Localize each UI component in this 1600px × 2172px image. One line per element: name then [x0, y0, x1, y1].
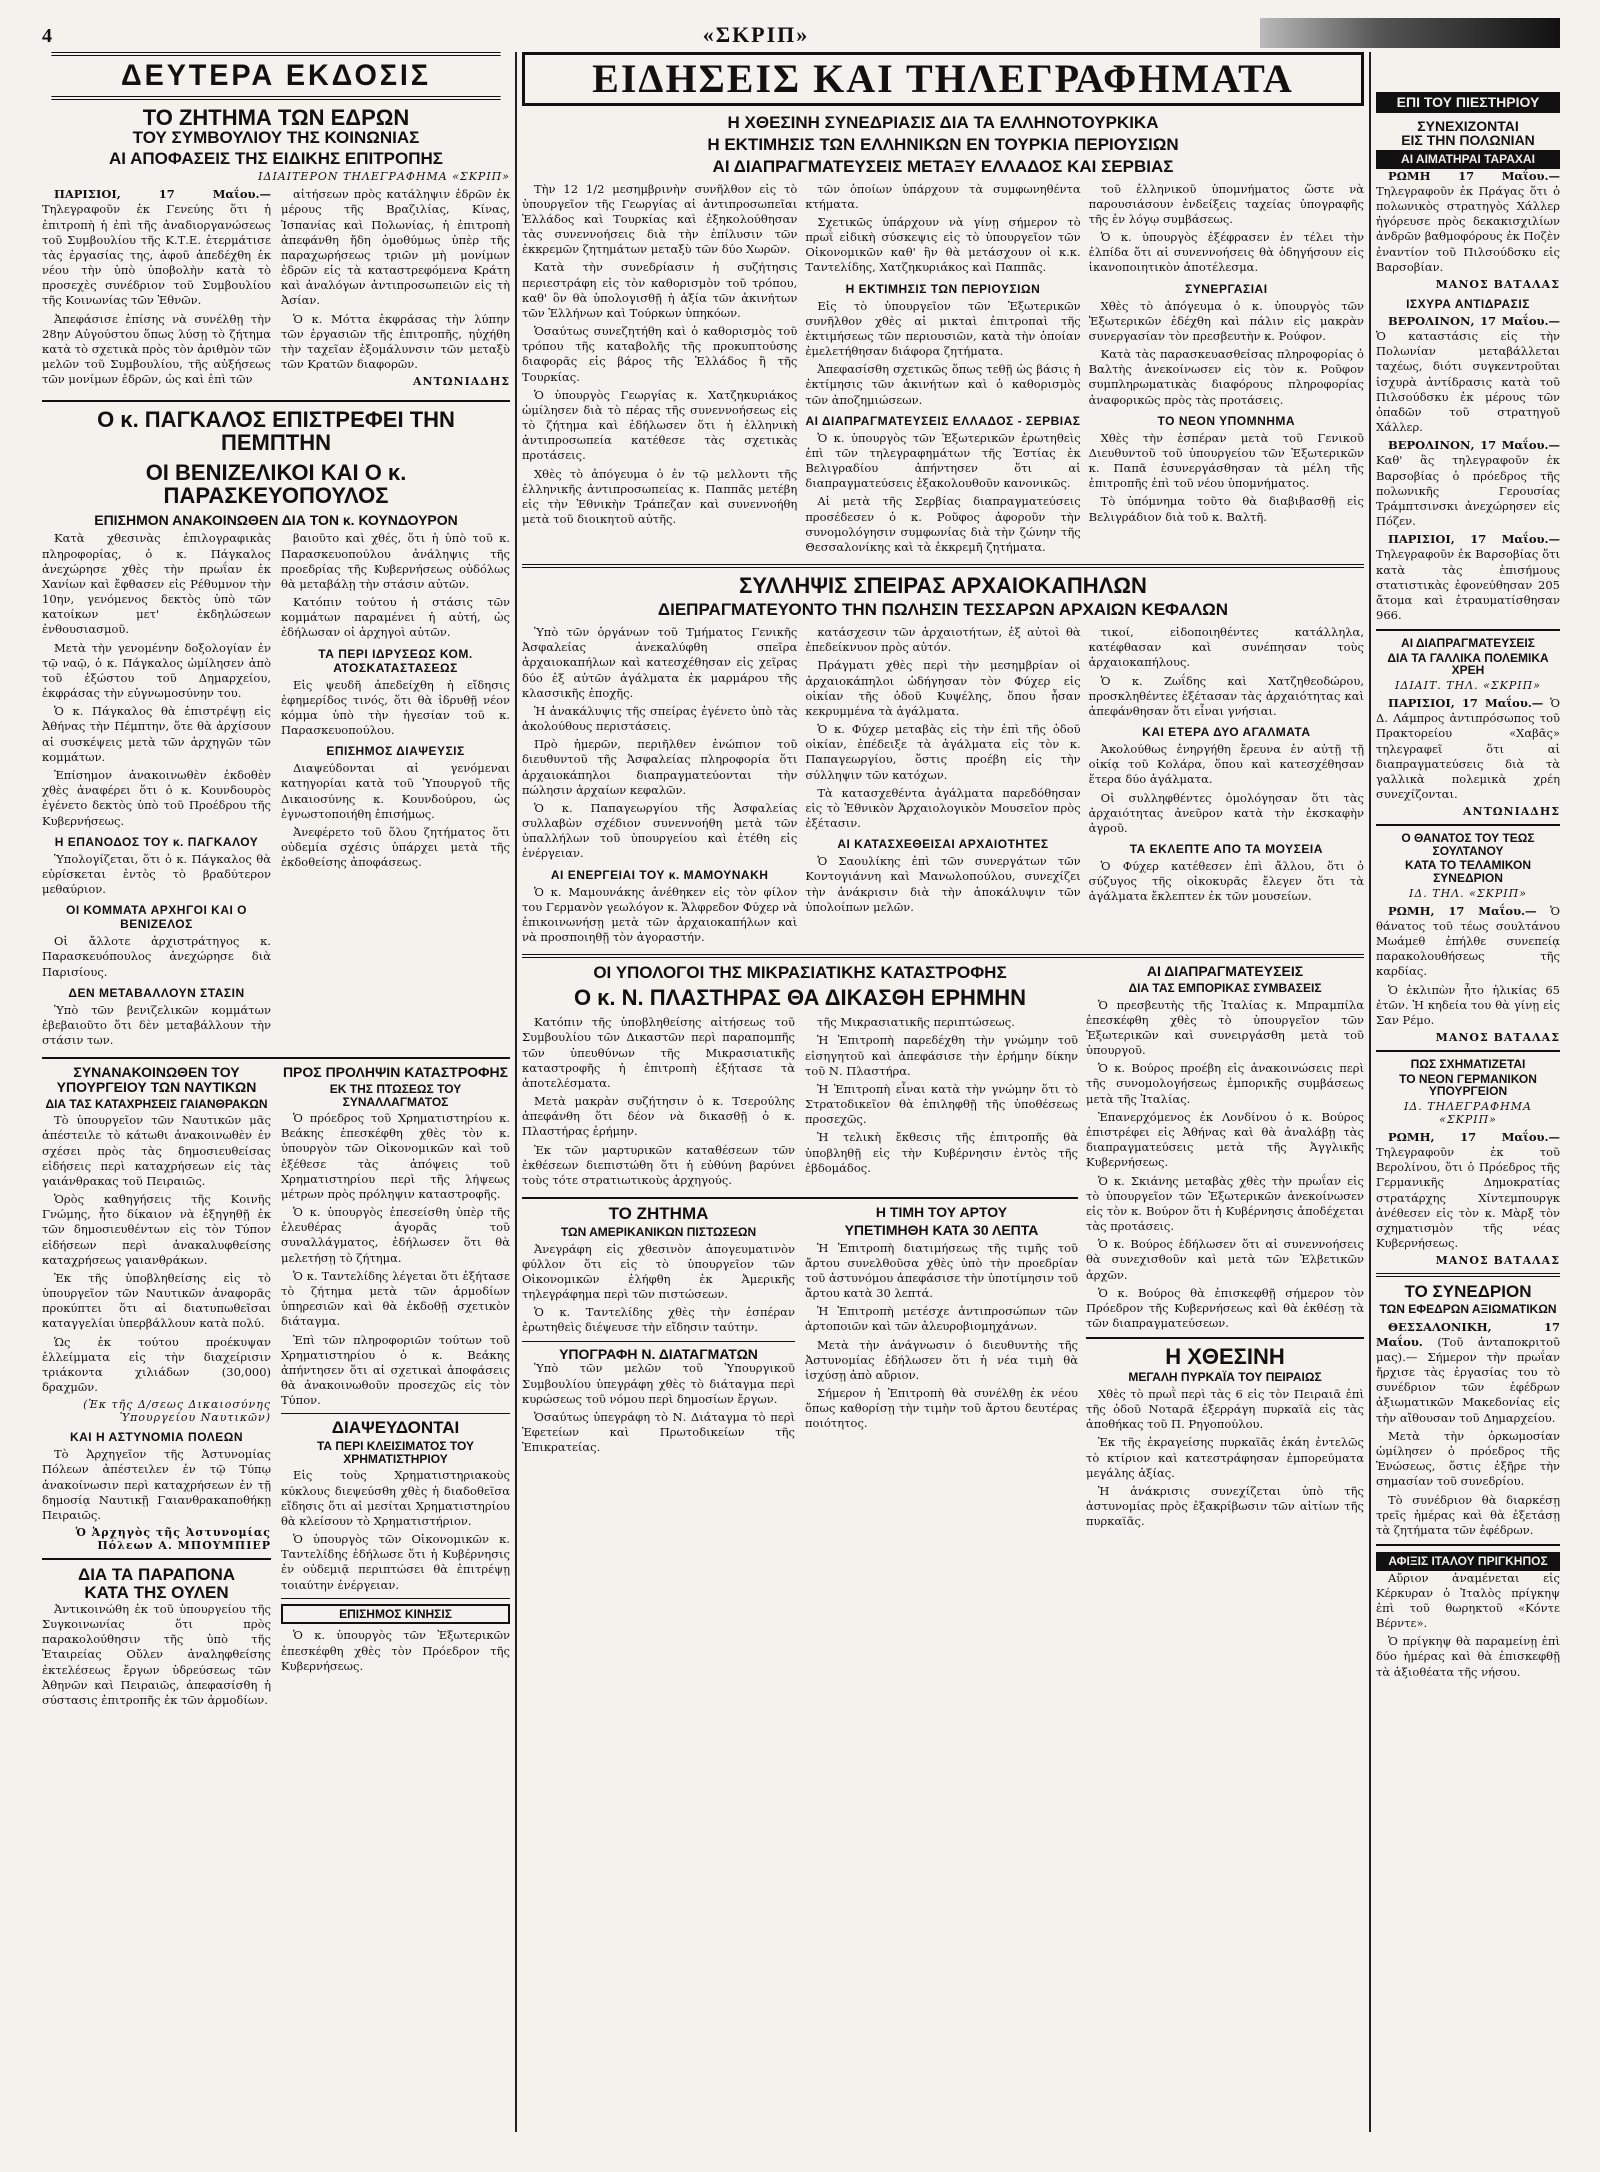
- paragraph: Ἐκ τῶν μαρτυρικῶν καταθέσεων τῶν ἐκθέσεων διεπιστώθη ὅτι ἡ εὐθύνη βαρύνει τοὺς τότε στρατιωτικοὺς ἀρχηγούς.: [522, 1142, 795, 1187]
- paragraph: Εἰς τὸ ὑπουργεῖον τῶν Ἐξωτερικῶν συνῆλθον χθὲς αἱ μικταὶ ἐπιτροπαὶ τῆς ἐκτιμήσεως τῶν περιουσιῶν, κατὰ τὴν ὁποίαν ἐμελετήθησαν διάφορα ζητήματα.: [805, 298, 1081, 359]
- paragraph-text: Ὁ θάνατος τοῦ τέως σουλτάνου Μωάμεθ ἐπήλθε συνεπείᾳ παρακολουθήσεως τῆς καρδίας.: [1376, 903, 1560, 979]
- paragraph: Ἀνεφέρετο τοῦ ὅλου ζητήματος ὅτι οὐδεμία σχέσις ὑπάρχει μετὰ τῆς ἐκδοθείσης ἀποφάσεως.: [281, 824, 510, 870]
- paragraph: Ὁσαύτως ὑπεγράφη τὸ Ν. Διάταγμα τὸ περὶ Ἐφετείων καὶ Πρωτοδικείων τῆς Ἐπικρατείας.: [522, 1409, 795, 1455]
- article-navy: [42, 1065, 271, 1711]
- paragraph: Ὁ κ. Φύχερ μεταβὰς εἰς τὴν ἐπὶ τῆς ὁδοῦ οἰκίαν, ἐπέδειξε τὰ ἀγάλματα εἰς τὸν κ. Παπαγεωργίου, ὅστις προέβη εἰς τὴν σύλληψιν τῶν κατόχων.: [805, 722, 1081, 782]
- press-section-title: ΕΠΙ ΤΟΥ ΠΙΕΣΤΗΡΙΟΥ: [1376, 92, 1560, 113]
- scan-dark-corner: [1260, 18, 1560, 48]
- column-rule: [1369, 52, 1371, 2132]
- paragraph: Κατόπιν τῆς ὑποβληθείσης αἰτήσεως τοῦ Συμβουλίου τῶν Δικαστῶν περὶ παραπομπῆς τῶν ὑπευθύνων τῆς Μικρασιατικῆς καταστροφῆς ἡ ἐπιτροπὴ ἐξήτασε τὰ ἀποτελέσματα.: [522, 1015, 795, 1090]
- paragraph: Πρὸ ἡμερῶν, περιῆλθεν ἐνώπιον τοῦ διευθυντοῦ τῆς Ἀσφαλείας πληροφορία ὅτι ἀρχαιοκάπηλοι διαπραγματεύονται τὴν πώλησιν ἀρχαίων κεφαλῶν.: [522, 737, 798, 797]
- article-subheadline: ΔΙΑ ΤΑΣ ΚΑΤΑΧΡΗΣΕΙΣ ΓΑΙΑΝΘΡΑΚΩΝ: [45, 1096, 268, 1111]
- article-reserve-officers: [1376, 1283, 1560, 1538]
- dateline: ΡΩΜΗ, 17 Μαΐου.—: [1388, 903, 1537, 918]
- article-headline: ΑΙ ΑΙΜΑΤΗΡΑΙ ΤΑΡΑΧΑΙ: [1376, 150, 1560, 169]
- divider: [522, 564, 1364, 568]
- paragraph: Ὑπὸ τῶν μελῶν τοῦ Ὑπουργικοῦ Συμβουλίου ὑπεγράφη χθὲς τὸ διάταγμα περὶ κυρώσεως τοῦ νόμου περὶ δημοσίων ἔργων.: [522, 1361, 795, 1406]
- article-headline: ΔΙΑ ΤΑ ΠΑΡΑΠΟΝΑ: [77, 1565, 236, 1585]
- paper-name: «ΣΚΡΙΠ»: [702, 22, 810, 47]
- news-banner: ΕΙΔΗΣΕΙΣ ΚΑΙ ΤΗΛΕΓΡΑΦΗΜΑΤΑ: [522, 52, 1364, 106]
- paragraph: Ὁ κ. Σκιάνης μεταβὰς χθὲς τὴν πρωΐαν εἰς τὸ ὑπουργεῖον τῶν Ἐξωτερικῶν ἀνεκοίνωσεν εἰς τὸν κ. Βούρον ὅτι ἡ Κυβέρνησις ἀποδέχεται τὰς προτάσεις.: [1086, 1173, 1364, 1234]
- article-sultan: [1376, 832, 1560, 1044]
- paragraph: Ἀκολούθως ἐνηργήθη ἔρευνα ἐν αὐτῇ τῇ οἰκίᾳ τοῦ Κολάρα, ὅπου καὶ κατεσχέθησαν ἕτερα δύο ἀγάλματα.: [1088, 742, 1364, 787]
- paragraph: Μετὰ τὴν ἀνάγνωσιν ὁ διευθυντὴς τῆς Ἀστυνομίας ἐδήλωσεν ὅτι ἡ νέα τιμὴ θὰ ἰσχύσῃ ἀπὸ αὔριον.: [805, 1337, 1078, 1382]
- article-headline: ΣΥΝΕΧΙΖΟΝΤΑΙ: [1417, 117, 1519, 134]
- page-number: 4: [42, 25, 52, 47]
- paragraph: κατάσχεσιν τῶν ἀρχαιοτήτων, ἐξ αὐτοὶ θὰ ἐπεδείκνυον πρὸς αὐτόν.: [805, 625, 1081, 655]
- article-poland: [1376, 119, 1560, 624]
- paragraph: Ὁ πρίγκηψ θὰ παραμείνῃ ἐπὶ δύο ἡμέρας καὶ θὰ ἐπισκεφθῇ τὰ ἀξιοθέατα τῆς νήσου.: [1376, 1634, 1560, 1679]
- paragraph-text: Καθ' ἃς τηλεγραφοῦν ἐκ Βαρσοβίας ὁ πρόεδρος τῆς πολωνικῆς Γερουσίας Τράμπτσινσκι ἀνεχώρησεν εἰς Πόζεν.: [1376, 453, 1560, 529]
- paragraph: [1376, 696, 1560, 802]
- section-subhead: ΤΑ ΕΚΛΕΠΤΕ ΑΠΟ ΤΑ ΜΟΥΣΕΙΑ: [1129, 842, 1323, 857]
- paragraph: Αἱ μετὰ τῆς Σερβίας διαπραγματεύσεις προσέδεσεν ὁ κ. Ροῦφος ἀφοροῦν τὴν συνομολόγησιν συμφωνίας διὰ τὴν ζώνην τῆς Θεσσαλονίκης καὶ τὰ ἐκκρεμῆ ζητήματα.: [805, 494, 1081, 554]
- article-subheadline: ΕΠΙΣΗΜΟΝ ΑΝΑΚΟΙΝΩΘΕΝ ΔΙΑ ΤΟΝ κ. ΚΟΥΝΔΟΥΡΟΝ: [94, 511, 458, 528]
- article-headline: ΑΙ ΔΙΑΠΡΑΓΜΑΤΕΥΣΕΙΣ: [1146, 964, 1304, 980]
- signature: ΑΝΤΩΝΙΑΔΗΣ: [1462, 805, 1560, 819]
- article-headline: ΥΠΟΓΡΑΦΗ Ν. ΔΙΑΤΑΓΜΑΤΩΝ: [559, 1345, 758, 1362]
- divider: [1086, 1337, 1364, 1339]
- paragraph: Μετὰ τὴν ὁρκωμοσίαν ὡμίλησεν ὁ πρόεδρος τῆς Ἐνώσεως, ὅστις ἐξῆρε τὴν σημασίαν τοῦ συνεδρίου.: [1376, 1428, 1560, 1489]
- paragraph: Ἐπίσημον ἀνακοινωθὲν ἐκδοθὲν χθὲς ἀναφέρει ὅτι ὁ κ. Κουνδουρὸς ἐγένετο δεκτὸς ὑπὸ τοῦ Προέδρου τῆς Κυβερνήσεως.: [42, 767, 271, 828]
- divider: [522, 1197, 1078, 1199]
- paragraph: Τὸ συνέδριον θὰ διαρκέσῃ τρεῖς ἡμέρας καὶ θὰ ἐξετάσῃ τὰ ζητήματα τῶν ἐφέδρων.: [1376, 1492, 1560, 1537]
- article-subheadline: ΥΠΕΤΙΜΗΘΗ ΚΑΤΑ 30 ΛΕΠΤΑ: [844, 1221, 1039, 1238]
- paragraph: Ὁσαύτως συνεζητήθη καὶ ὁ καθορισμὸς τοῦ τρόπου τῆς καταβολῆς τῆς προκυπτούσης διαφορᾶς εἰς βάρος τῆς Ἑλλάδος ἢ τῆς Τουρκίας.: [522, 324, 798, 384]
- paragraph: τῶν ὁποίων ὑπάρχουν τὰ συμφωνηθέντα κτήματα.: [805, 181, 1081, 211]
- masthead: [42, 14, 1560, 48]
- paragraph: Ἡ ἀνακάλυψις τῆς σπείρας ἐγένετο ὑπὸ τὰς ἀκολούθους περιστάσεις.: [522, 703, 798, 734]
- paragraph: [1376, 532, 1560, 623]
- article-headline: ΕΙΣ ΤΗΝ ΠΟΛΩΝΙΑΝ: [1401, 132, 1535, 149]
- article-greek-turkish: [522, 114, 1364, 558]
- paragraph: Ὁ κ. ὑπουργὸς ἐπεσείσθη ὑπὲρ τῆς ἐλευθέρας ἀγορᾶς τοῦ συναλλάγματος, ἐδήλωσεν ὅτι θὰ μελετήσῃ τὸ ζήτημα.: [281, 1205, 510, 1265]
- divider: [42, 1558, 271, 1560]
- middle-column: [522, 52, 1364, 2132]
- paragraph-text: Ὁ καταστάσις εἰς τὴν Πολωνίαν μεταβάλλεται ταχέως, διότι συγκεντροῦται ἰσχυρὰ ἀντίδρασις κατὰ τοῦ Πιλσούδσκυ ἐκ μέρους τῶν ὀπαδῶν τοῦ στρατηγοῦ Χάλλερ.: [1376, 329, 1560, 435]
- article-headline: ΠΡΟΣ ΠΡΟΛΗΨΙΝ ΚΑΤΑΣΤΡΟΦΗΣ: [282, 1065, 509, 1081]
- paragraph: [42, 187, 271, 308]
- paragraph: [1376, 1320, 1560, 1426]
- second-edition-kicker: ΔΕΥΤΕΡΑ ΕΚΔΟΣΙΣ: [51, 52, 500, 100]
- section-subhead: ΑΙ ΚΑΤΑΣΧΕΘΕΙΣΑΙ ΑΡΧΑΙΟΤΗΤΕΣ: [837, 837, 1049, 852]
- paragraph: Κατὰ τὰς παρασκευασθείσας πληροφορίας ὁ Βαλτὴς ἀνεκοίνωσεν εἰς τὸν κ. Ροῦφον συμπληρωματικὰς διαφόρους πληροφορίας ἀναφορικῶς πρὸς τὰς προτάσεις.: [1088, 347, 1364, 407]
- divider: [1376, 629, 1560, 631]
- byline: ΙΔΙΑΙΤΕΡΟΝ ΤΗΛΕΓΡΑΦΗΜΑ «ΣΚΡΙΠ»: [258, 170, 510, 184]
- article-subheadline: ΤΟ ΝΕΟΝ ΓΕΡΜΑΝΙΚΟΝ ΥΠΟΥΡΓΕΙΟΝ: [1399, 1071, 1537, 1099]
- divider: [42, 1057, 510, 1059]
- article-subheadline: ΤΩΝ ΕΦΕΔΡΩΝ ΑΞΙΩΜΑΤΙΚΩΝ: [1379, 1302, 1557, 1317]
- article-headline: Η ΧΘΕΣΙΝΗ: [1165, 1344, 1285, 1370]
- signature: ΜΑΝΟΣ ΒΑΤΑΛΑΣ: [1435, 1254, 1560, 1268]
- article-headline: ΑΦΙΞΙΣ ΙΤΑΛΟΥ ΠΡΙΓΚΗΠΟΣ: [1376, 1552, 1560, 1571]
- article-trade-agreements: [1086, 964, 1364, 1532]
- article-subheadline: ΕΚ ΤΗΣ ΠΤΩΣΕΩΣ ΤΟΥ ΣΥΝΑΛΛΑΓΜΑΤΟΣ: [329, 1081, 462, 1109]
- paragraph: Χθὲς τὴν ἑσπέραν μετὰ τοῦ Γενικοῦ Διευθυντοῦ τοῦ ὑπουργείου τῶν Ἐξωτερικῶν κ. Παπᾶ ἐσυνεργάσθησαν τὰ μέλη τῆς ἐπιτροπῆς ἐπὶ τοῦ νέου ὑπομνήματος.: [1088, 430, 1364, 491]
- signature: (Ἐκ τῆς Δ/σεως Δικαιοσύνης Ὑπουργείου Ναυτικῶν): [83, 1398, 271, 1425]
- paragraph: Ὁ κ. Ταντελίδης λέγεται ὅτι ἐξήτασε τὸ ζήτημα μετὰ τῶν ἁρμοδίων ὑπηρεσιῶν καὶ θὰ ἐκδοθῇ σχετικὸν διάταγμα.: [281, 1268, 510, 1329]
- paragraph: Ὑπὸ τῶν ὀργάνων τοῦ Τμήματος Γενικῆς Ἀσφαλείας ἀνεκαλύφθη σπεῖρα ἀρχαιοκαπήλων καὶ κατεσχέθησαν εἰς χεῖρας δύο ἐξ αὐτῶν ἀγάλματα ἐκ μαρμάρου τῆς κλασσικῆς ἐποχῆς.: [522, 625, 798, 700]
- paragraph: Ἀπεφασίσθη σχετικῶς ὅπως τεθῇ ὡς βάσις ἡ ἐκτίμησις τῶν ἀκινήτων καὶ ὁ καθορισμὸς τῶν ἀποζημιώσεων.: [805, 362, 1081, 407]
- paragraph: Εἰς τοὺς Χρηματιστηριακοὺς κύκλους διεψεύσθη χθὲς ἡ διαδοθεῖσα εἴδησις ὅτι αἱ μεσίται Χρηματιστηρίου θὰ κλείσουν τὸ Χρηματιστήριον.: [281, 1468, 510, 1528]
- paragraph: Εἰς ψευδῆ ἀπεδείχθη ἡ εἴδησις ἐφημερίδος τινός, ὅτι θὰ ἱδρυθῇ νέον κόμμα ὑπὸ τὴν ἡγεσίαν τοῦ κ. Παρασκευοπούλου.: [281, 677, 510, 738]
- paragraph: Ἀπεφάσισε ἐπίσης νὰ συνέλθῃ τὴν 28ην Αὐγούστου ὅπως λύσῃ τὸ ζήτημα κατὰ τὸ σχετικὰ πρὸς τὸν ἀριθμὸν τῶν μελῶν τοῦ Συμβουλίου, τῆς αὐξήσεως τῶν μονίμων ἐδρῶν, ὡς καὶ ἐπὶ τῶν: [42, 311, 271, 387]
- divider: [42, 400, 510, 402]
- paragraph-text: Τηλεγραφοῦν ἐκ Γενεύης ὅτι ἡ ἐπιτροπὴ ἡ ἐπὶ τῆς ἀναδιοργανώσεως τοῦ Συμβουλίου τῆς Κ.Τ.Ε. ἐτερμάτισε τὰς ἐργασίας της, ἀφοῦ ἀπεδέχθη ἐκ νέου τὴν ὑπὸ ὑποβολὴν κατὰ τὸ προσεχὲς συνέδριον τοῦ Συμβουλίου τῆς Κοινωνίας τῶν Ἐθνῶν.: [42, 202, 271, 308]
- paragraph: Αὔριον ἀναμένεται εἰς Κέρκυραν ὁ Ἰταλὸς πρίγκηψ ἐπὶ τοῦ θωρηκτοῦ «Κόντε Βέρντε».: [1376, 1570, 1560, 1631]
- section-subhead: ΟΙ ΚΟΜΜΑΤΑ ΑΡΧΗΓΟΙ ΚΑΙ Ο ΒΕΝΙΖΕΛΟΣ: [66, 903, 247, 932]
- paragraph: Ὁ κ. Μαμουνάκης ἀνέθηκεν εἰς τὸν φίλον του Γερμανὸν γεωλόγον κ. Ἄλφρεδον Φύχερ νὰ ἐπικοινωνήσῃ μετὰ τῶν ἀρχαιοκαπήλων καὶ νὰ προσποιηθῇ τὸν ἀγοραστήν.: [522, 884, 798, 945]
- section-subhead: Η ΕΠΑΝΟΔΟΣ ΤΟΥ κ. ΠΑΓΚΑΛΟΥ: [54, 834, 259, 849]
- signature: ΜΑΝΟΣ ΒΑΤΑΛΑΣ: [1435, 1031, 1560, 1045]
- paragraph-text: Τηλεγραφοῦν ἐκ τοῦ Βερολίνου, ὅτι ὁ Πρόεδρος τῆς Γερμανικῆς Δημοκρατίας στρατάρχης Χίντεμπουργκ ἀνέθεσεν εἰς τὸν κ. Μὰρξ τὸν σχηματισμὸν τῆς νέας Κυβερνήσεως.: [1376, 1144, 1560, 1251]
- paragraph: Ὁ κ. Βούρος θὰ ἐπισκεφθῇ σήμερον τὸν Πρόεδρον τῆς Κυβερνήσεως καὶ θὰ ἐκθέσῃ τὰ τῶν διαπραγματεύσεων.: [1086, 1285, 1364, 1331]
- paragraph: Οἱ συλληφθέντες ὁμολόγησαν ὅτι τὰς ἀρχαιότητας ἀνεῦρον κατὰ τὴν ἐκσκαφὴν ἀγροῦ.: [1088, 790, 1364, 835]
- paragraph: Ἡ Ἐπιτροπὴ μετέσχε ἀντιπροσώπων τῶν ἀρτοποιῶν καὶ τῶν ἀλευροβιομηχάνων.: [805, 1304, 1078, 1334]
- columns: [42, 52, 1560, 2132]
- paragraph: Ὁ κ. ὑπουργὸς ἐξέφρασεν ἐν τέλει τὴν ἐλπίδα ὅτι αἱ συνεννοήσεις θὰ ὁδηγήσουν εἰς ἱκανοποιητικὸν ἀποτέλεσμα.: [1088, 230, 1364, 275]
- paragraph: Τὸ ὑπουργεῖον τῶν Ναυτικῶν μᾶς ἀπέστειλε τὸ κάτωθι ἀνακοινωθὲν ἐν σχέσει πρὸς τὰς δημοσιευθείσας εἰδήσεις περὶ καταχρήσεων εἰς τὰς γαιάνθρακας τοῦ Πειραιῶς.: [42, 1113, 271, 1188]
- article-subheadline: ΔΙΑ ΤΑ ΓΑΛΛΙΚΑ ΠΟΛΕΜΙΚΑ ΧΡΕΗ: [1387, 650, 1549, 678]
- article-headline: Ο κ. ΠΑΓΚΑΛΟΣ ΕΠΙΣΤΡΕΦΕΙ ΤΗΝ ΠΕΜΠΤΗΝ: [97, 407, 455, 456]
- divider: [1376, 1050, 1560, 1052]
- article-bread-price: [805, 1205, 1078, 1458]
- section-subhead: ΚΑΙ ΕΤΕΡΑ ΔΥΟ ΑΓΑΛΜΑΤΑ: [1142, 725, 1311, 740]
- paragraph: Ὁ κ. Ζωΐδης καὶ Χατζηθεοδώρου, προσκληθέντες ἐξέτασαν τὰς ἀρχαιότητας καὶ ἀπεφάνθησαν ὅτι εἶναι γνήσιαι.: [1088, 673, 1364, 718]
- article-subheadline: ΤΟΥ ΣΥΜΒΟΥΛΙΟΥ ΤΗΣ ΚΟΙΝΩΝΙΑΣ: [132, 127, 420, 147]
- paragraph-text: Τηλεγραφοῦν ἐκ Πράγας ὅτι ὁ πολωνικὸς στρατηγὸς Χάλλερ ἠγόρευσε πρὸς δεκακισχιλίων ἀνδρῶν βαθμοφόρους ἐκ Ποζὲν ἐναντίον τοῦ Πιλσούδσκυ εἰς Βαρσοβίαν.: [1376, 183, 1560, 274]
- dateline: ΠΑΡΙΣΙΟΙ, 17 Μαΐου.—: [1388, 532, 1560, 547]
- paragraph: Ἡ Ἐπιτροπὴ εἶναι κατὰ τὴν γνώμην ὅτι τὸ Στρατοδικεῖον θὰ ἐπιληφθῇ τῆς ὑποθέσεως προσεχῶς.: [805, 1081, 1078, 1127]
- article-american-credits: [522, 1205, 795, 1458]
- article-italian-prince: [1376, 1552, 1560, 1680]
- paragraph: Χθὲς τὸ ἀπόγευμα ὁ κ. ὑπουργὸς τῶν Ἐξωτερικῶν ἐδέχθη καὶ πάλιν εἰς μακρὰν συνεργασίαν τὸν πρεσβευτὴν κ. Ρούφον.: [1088, 298, 1364, 343]
- article-headline: ΑΙ ΔΙΑΠΡΑΓΜΑΤΕΥΣΕΙΣ: [1401, 636, 1535, 651]
- divider: [1376, 1273, 1560, 1277]
- paragraph: Τὰ κατασχεθέντα ἀγάλματα παρεδόθησαν εἰς τὸ Ἐθνικὸν Ἀρχαιολογικὸν Μουσεῖον πρὸς ἐξέτασιν.: [805, 785, 1081, 831]
- paragraph: Κατὰ τὴν συνεδρίασιν ἡ συζήτησις περιεστράφη εἰς τὸν καθορισμὸν τοῦ τρόπου, καθ' ὃν θὰ ὑπολογισθῇ ἡ ἀξία τῶν ἀκινήτων τῶν Ἑλλήνων καὶ Τούρκων ὑπηκόων.: [522, 260, 798, 320]
- paragraph: Ὁ Σαουλίκης ἐπὶ τῶν συνεργάτων τῶν Κοντογιάννη καὶ Μανωλοπούλου, συνεχίζει τὴν ἀνάκρισιν διὰ τὴν ἀποκάλυψιν τῶν ὑπολοίπων μελῶν.: [805, 854, 1081, 914]
- section-subhead: ΑΙ ΔΙΑΠΡΑΓΜΑΤΕΥΣΕΙΣ ΕΛΛΑΔΟΣ - ΣΕΡΒΙΑΣ: [805, 413, 1081, 428]
- paragraph: Ὁ κ. Ταντελίδης χθὲς τὴν ἑσπέραν ἐρωτηθεὶς διέψευσε τὴν εἴδησιν ταύτην.: [522, 1305, 795, 1335]
- paragraph: [1376, 169, 1560, 275]
- left-column: [42, 52, 510, 2132]
- section-subhead: ΣΥΝΕΡΓΑΣΙΑΙ: [1185, 281, 1268, 296]
- paragraph: Ἐπανερχόμενος ἐκ Λονδίνου ὁ κ. Βούρος ἐπιστρέφει εἰς Ἀθήνας καὶ θὰ ἀναλάβῃ τὰς διαπραγματεύσεις μετὰ τῆς Ἀγγλικῆς Κυβερνήσεως.: [1086, 1109, 1364, 1170]
- article-subheadline: ΔΙΑ ΤΑΣ ΕΜΠΟΡΙΚΑΣ ΣΥΜΒΑΣΕΙΣ: [1128, 981, 1322, 996]
- article-headline: ΔΙΑΨΕΥΔΟΝΤΑΙ: [331, 1418, 460, 1438]
- article-headline: ΠΩΣ ΣΧΗΜΑΤΙΖΕΤΑΙ: [1410, 1057, 1526, 1072]
- article-subheadline: ΔΙΕΠΡΑΓΜΑΤΕΥΟΝΤΟ ΤΗΝ ΠΩΛΗΣΙΝ ΤΕΣΣΑΡΩΝ ΑΡΧΑΙΩΝ ΚΕΦΑΛΩΝ: [657, 600, 1229, 620]
- paragraph-text: (Τοῦ ἀνταποκριτοῦ μας).— Σήμερον τὴν πρωΐαν ἤρχισε τὰς ἐργασίας του τὸ συνέδριον τῶν ἐφέδρων ἀξιωματικῶν Μακεδονίας εἰς τὴν αἴθουσαν τοῦ Δημαρχείου.: [1376, 1334, 1560, 1425]
- signature: ΑΝΤΩΝΙΑΔΗΣ: [412, 375, 510, 389]
- dateline: ΒΕΡΟΛΙΝΟΝ, 17 Μαΐου.—: [1388, 438, 1560, 453]
- dateline: ΘΕΣΣΑΛΟΝΙΚΗ, 17 Μαΐου.: [1376, 1319, 1560, 1349]
- article-headline: ΤΟ ΖΗΤΗΜΑ ΤΩΝ ΕΔΡΩΝ: [142, 104, 410, 130]
- paragraph: [1376, 438, 1560, 529]
- column-rule: [515, 52, 517, 2132]
- paragraph: Ἡ ἀνάκρισις συνεχίζεται ὑπὸ τῆς ἀστυνομίας πρὸς ἐξακρίβωσιν τῶν αἰτίων τῆς πυρκαϊᾶς.: [1086, 1483, 1364, 1529]
- article-subheadline: ΚΑΤΑ ΤΟ ΤΕΛΑΜΙΚΟΝ ΣΥΝΕΔΡΙΟΝ: [1404, 858, 1531, 886]
- paragraph: Ἀντικοινώθη ἐκ τοῦ ὑπουργείου τῆς Συγκοινωνίας ὅτι πρὸς παρακολούθησιν τῆς ὑπὸ τῆς Ἑταιρείας Οὔλεν ἀναληφθείσης ἐκτελέσεως ἔργων ὑδρεύσεως τῶν Ἀθηνῶν καὶ Πειραιῶς, ἀπεφασίσθη ἡ σύστασις ἐπιτροπῆς ἐκ τῶν ἁρμοδίων.: [42, 1601, 271, 1707]
- right-column: [1376, 52, 1560, 2132]
- section-subhead: Η ΕΚΤΙΜΗΣΙΣ ΤΩΝ ΠΕΡΙΟΥΣΙΩΝ: [845, 281, 1041, 296]
- article-exchange: [281, 1065, 510, 1711]
- paragraph: Χθὲς τὸ πρωῒ περὶ τὰς 6 εἰς τὸν Πειραιᾶ ἐπὶ τῆς ὁδοῦ Νοταρᾶ ἐξερράγη πυρκαϊὰ εἰς τὰς ἀποθήκας τοῦ Π. Ρηγοπούλου.: [1086, 1386, 1364, 1432]
- signature: ΜΑΝΟΣ ΒΑΤΑΛΑΣ: [1435, 277, 1560, 291]
- article-war-debts: [1376, 637, 1560, 818]
- section-subhead: ΑΙ ΕΝΕΡΓΕΙΑΙ ΤΟΥ κ. ΜΑΜΟΥΝΑΚΗ: [550, 867, 769, 882]
- article-antiquities: [522, 574, 1364, 948]
- section-subhead: ΕΠΙΣΗΜΟΣ ΔΙΑΨΕΥΣΙΣ: [326, 744, 465, 759]
- paragraph: Τὴν 12 1/2 μεσημβρινὴν συνῆλθον εἰς τὸ ὑπουργεῖον τῆς Γεωργίας αἱ ἀντιπροσωπεῖαι Ἑλλάδος καὶ Τουρκίας καὶ ἐξηκολούθησαν τὰς συνεννοήσεις διὰ τὴν ἐπίλυσιν τῶν ἐκκρεμῶν ζητημάτων μεταξὺ τῶν δύο Χωρῶν.: [522, 181, 798, 257]
- article-subheadline: ΑΙ ΑΠΟΦΑΣΕΙΣ ΤΗΣ ΕΙΔΙΚΗΣ ΕΠΙΤΡΟΠΗΣ: [109, 149, 443, 169]
- dateline: ΠΑΡΙΣΙΟΙ, 17 Μαΐου.—: [54, 187, 271, 202]
- paragraph: Ὁ πρόεδρος τοῦ Χρηματιστηρίου κ. Βεάκης ἐπεσκέφθη χθὲς τὸν κ. ὑπουργὸν τῶν Οἰκονομικῶν καὶ τοῦ ἐξέθεσε τὰς ἀπόψεις τοῦ Χρηματιστηρίου περὶ τῆς λήψεως μέτρων πρὸς πρόληψιν καταστροφῆς.: [281, 1111, 510, 1201]
- article-headline: ΑΙ ΔΙΑΠΡΑΓΜΑΤΕΥΣΕΙΣ ΜΕΤΑΞΥ ΕΛΛΑΔΟΣ ΚΑΙ ΣΕΡΒΙΑΣ: [712, 156, 1174, 176]
- signature: Ὁ Ἀρχηγὸς τῆς Ἀστυνομίας Πόλεων Α. ΜΠΟΥΜΠΙΕΡ: [75, 1526, 271, 1553]
- paragraph: τοῦ ἑλληνικοῦ ὑπομνήματος ὥστε νὰ παρουσιάσουν ἐνδείξεις ταχείας ὑπογραφῆς τῆς ἐν λόγῳ συμβάσεως.: [1088, 181, 1364, 226]
- divider: [1376, 1544, 1560, 1546]
- paragraph: Ἀνεγράφη εἰς χθεσινὸν ἀπογευματινὸν φύλλον ὅτι εἰς τὸ ὑπουργεῖον τῶν Οἰκονομικῶν ἐλήφθη ἐκ Ἀμερικῆς τηλεγράφημα περὶ τῶν πιστώσεων.: [522, 1241, 795, 1302]
- paragraph: Μετὰ μακρὰν συζήτησιν ὁ κ. Τσερούλης ἀπεφάνθη ὅτι δέον νὰ δικασθῇ ὁ κ. Πλαστήρας ἐρήμην.: [522, 1094, 795, 1139]
- article-subheadline: Ο κ. Ν. ΠΛΑΣΤΗΡΑΣ ΘΑ ΔΙΚΑΣΘΗ ΕΡΗΜΗΝ: [573, 985, 1027, 1011]
- dateline: ΠΑΡΙΣΙΟΙ, 17 Μαΐου.—: [1388, 696, 1544, 711]
- paragraph: Ὁ ὑπουργὸς Γεωργίας κ. Χατζηκυριάκος ὡμίλησεν διὰ τὸ πέρας τῆς συνεννοήσεως εἰς τὸ ζήτημα καὶ ἐδήλωσεν ὅτι ἡ ἑλληνικὴ ἀντιπροσωπεία κατέθεσε τὰς σχετικὰς προτάσεις.: [522, 387, 798, 463]
- paragraph: Ὁ κ. Παπαγεωργίου τῆς Ἀσφαλείας συλλαβὼν σχέδιον συνεννοήθη μετὰ τῶν ὑπαλλήλων τοῦ ὑπουργείου καὶ ἐτέθη εἰς ἐνέργειαν.: [522, 800, 798, 861]
- article-headline: ΤΟ ΖΗΤΗΜΑ: [608, 1205, 709, 1224]
- section-subhead: ΔΕΝ ΜΕΤΑΒΑΛΛΟΥΝ ΣΤΑΣΙΝ: [68, 985, 245, 1000]
- article-headline: ΕΠΙΣΗΜΟΣ ΚΙΝΗΣΙΣ: [281, 1604, 510, 1625]
- paragraph: Ἐκ τῆς ἐκραγείσης πυρκαϊᾶς ἐκάη ἐντελῶς τὸ κτίριον καὶ κατεστράφησαν ἐμπορεύματα μεγάλης ἀξίας.: [1086, 1435, 1364, 1480]
- article-subheadline: ΜΕΓΑΛΗ ΠΥΡΚΑΪΑ ΤΟΥ ΠΕΙΡΑΙΩΣ: [1128, 1370, 1322, 1385]
- paragraph: Ὁ κ. Μόττα ἐκφράσας τὴν λύπην τῶν ἐργασιῶν τῆς ἐπιτροπῆς, ηὐχήθη τὴν ταχεῖαν ἐξομάλυνσιν τῶν μεταξὺ τῶν Κρατῶν διαφορῶν.: [281, 311, 510, 372]
- section-subhead: ΙΣΧΥΡΑ ΑΝΤΙΔΡΑΣΙΣ: [1406, 296, 1530, 311]
- paragraph: Ἡ Ἐπιτροπὴ διατιμήσεως τῆς τιμῆς τοῦ ἄρτου συνελθοῦσα χθὲς ὑπὸ τὴν προεδρίαν τοῦ ἀστυνόμου ἀπεφάσισε τὴν ὑποτίμησιν τοῦ ἄρτου κατὰ 30 λεπτά.: [805, 1240, 1078, 1301]
- paragraph: τικοί, εἰδοποιηθέντες κατάλληλα, κατέφθασαν καὶ συνέπησαν τοὺς ἀρχαιοκαπήλους.: [1088, 625, 1364, 670]
- section-subhead: ΤΑ ΠΕΡΙ ΙΔΡΥΣΕΩΣ ΚΟΜ. ΑΤΟΣΚΑΤΑΣΤΑΣΕΩΣ: [318, 646, 473, 675]
- section-subhead: ΤΟ ΝΕΟΝ ΥΠΟΜΝΗΜΑ: [1157, 413, 1296, 428]
- section-subhead: ΚΑΙ Η ΑΣΤΥΝΟΜΙΑ ΠΟΛΕΩΝ: [69, 1430, 244, 1445]
- divider: [281, 1413, 510, 1414]
- paragraph: Ὁ ὑπουργὸς τῶν Οἰκονομικῶν κ. Ταντελίδης ἐδήλωσε ὅτι ἡ Κυβέρνησις ἐν οὐδεμιᾷ περιπτώσει θὰ ἐπιτρέψῃ τοιαύτην ἐνέργειαν.: [281, 1532, 510, 1592]
- paragraph: Διαψεύδονται αἱ γενόμεναι κατηγορίαι κατὰ τοῦ Ὑπουργοῦ τῆς Δικαιοσύνης κ. Κουνδούρου, ὡς ἐγνωστοποιήθη ἐπισήμως.: [281, 761, 510, 821]
- paragraph: Κατόπιν τούτου ἡ στάσις τῶν κομμάτων παραμένει ἡ αὐτή, ὡς ἐδήλωσαν οἱ ἀρχηγοὶ αὐτῶν.: [281, 595, 510, 640]
- paragraph: [1376, 1130, 1560, 1251]
- paragraph: Ὑπολογίζεται, ὅτι ὁ κ. Πάγκαλος θὰ εὑρίσκεται ἐντὸς τὸ βραδύτερον μεθαύριον.: [42, 851, 271, 897]
- paragraph: Ὁ κ. Πάγκαλος θὰ ἐπιστρέψῃ εἰς Ἀθήνας τὴν Πέμπτην, ὅτε θὰ ἀρχίσουν αἱ συσκέψεις μετὰ τῶν ἀρχηγῶν τῶν κομμάτων.: [42, 704, 271, 764]
- dateline: ΒΕΡΟΛΙΝΟΝ, 17 Μαΐου.—: [1388, 313, 1560, 328]
- dateline: ΡΩΜΗ 17 Μαΐου.—: [1388, 168, 1560, 183]
- article-headline: ΚΑΤΑ ΤΗΣ ΟΥΛΕΝ: [84, 1582, 229, 1602]
- article-seats: [42, 106, 510, 395]
- paragraph: [1376, 314, 1560, 435]
- article-headline: ΤΟ ΣΥΝΕΔΡΙΟΝ: [1404, 1282, 1532, 1302]
- paragraph: Κατὰ χθεσινὰς ἐπιλογραφικὰς πληροφορίας, ὁ κ. Πάγκαλος ἀνεχώρησε χθὲς τὴν πρωΐαν ἐκ Χανίων καὶ ἔφθασεν εἰς Ρέθυμνον τὴν 10ην, γενόμενος δεκτὸς ὑπὸ τῶν κατοίκων μετ' ἐκδηλώσεων ἐνθουσιασμοῦ.: [42, 531, 271, 637]
- byline: ΙΔ. ΤΗΛΕΓΡΑΦΗΜΑ «ΣΚΡΙΠ»: [1404, 1099, 1532, 1126]
- paragraph: Τὸ ὑπόμνημα τοῦτο θὰ διαβιβασθῇ εἰς Βελιγράδιον διὰ τοῦ κ. Βαλτῆ.: [1088, 494, 1364, 524]
- article-headline: Η ΧΘΕΣΙΝΗ ΣΥΝΕΔΡΙΑΣΙΣ ΔΙΑ ΤΑ ΕΛΛΗΝΟΤΟΥΡΚΙΚΑ: [727, 113, 1159, 132]
- paragraph: τῆς Μικρασιατικῆς περιπτώσεως.: [817, 1015, 1015, 1030]
- paragraph-text: Ὁ Δ. Λάμπρος ἀντιπρόσωπος τοῦ Πρακτορείου «Χαβᾶς» τηλεγραφεῖ ὅτι αἱ διαπραγματεύσεις διὰ τὰ γαλλικὰ πολεμικὰ χρέη συνεχίζονται.: [1376, 696, 1560, 802]
- divider: [1376, 824, 1560, 826]
- paragraph: Ἐκ τῆς ὑποβληθείσης εἰς τὸ ὑπουργεῖον τῶν Ναυτικῶν ἀναφορᾶς προκύπτει ὅτι αἱ διατυπωθεῖσαι καταγγελίαι ὑπερβάλλουν κατὰ πολύ.: [42, 1270, 271, 1331]
- article-asia-minor: [522, 964, 1078, 1191]
- paragraph: Ὑπὸ τῶν βενιζελικῶν κομμάτων ἐβεβαιοῦτο ὅτι δὲν μεταβάλλουν τὴν στάσιν των.: [42, 1002, 271, 1048]
- paragraph: Ὁρὸς καθηγήσεις τῆς Κοινῆς Γνώμης, ἦτο δίκαιον νὰ ἐξηγηθῇ ἐκ τῶν δημοσιευθέντων εἰς τὸν Τύπον εἰδήσεων περὶ ἀνακαλυφθείσης καταχρήσεως γαιανθράκων.: [42, 1192, 271, 1267]
- dateline: ΡΩΜΗ, 17 Μαΐου.—: [1388, 1129, 1560, 1144]
- paragraph: Σήμερον ἡ Ἐπιτροπὴ θὰ συνέλθῃ ἐκ νέου ὅπως καθορίσῃ τὴν τιμὴν τοῦ ἄρτου δευτέρας ποιότητος.: [805, 1386, 1078, 1431]
- article-headline: ΣΥΝΑΝΑΚΟΙΝΩΘΕΝ ΤΟΥ ΥΠΟΥΡΓΕΙΟΥ ΤΩΝ ΝΑΥΤΙΚΩΝ: [56, 1065, 257, 1095]
- paragraph: Πράγματι χθὲς περὶ τὴν μεσημβρίαν οἱ ἀρχαιοκάπηλοι ὡδήγησαν τὸν Φύχερ εἰς οἰκίαν τῆς ὁδοῦ Κυψέλης, ὅπου ἦσαν κεκρυμμένα τὰ ἀγάλματα.: [805, 658, 1081, 718]
- paragraph: Ὁ ἐκλιπὼν ἦτο ἡλικίας 65 ἐτῶν. Ἡ κηδεία του θὰ γίνῃ εἰς Σαν Ρέμο.: [1376, 982, 1560, 1027]
- paragraph: Ἐπὶ τῶν πληροφοριῶν τούτων τοῦ Χρηματιστηρίου ὁ κ. Βεάκης ἀπήντησεν ὅτι αἱ σχετικαὶ ἀποφάσεις θὰ ἀνακοινωθοῦν προσεχῶς εἰς τὸν Τύπον.: [281, 1332, 510, 1408]
- divider: [281, 1598, 510, 1599]
- divider: [522, 1341, 795, 1342]
- paragraph: Ὁ κ. ὑπουργὸς τῶν Ἐξωτερικῶν ἐρωτηθεὶς ἐπὶ τῶν τηλεγραφημάτων τῆς Ἑστίας ἐκ Βελιγραδίου ἀπήντησεν ὅτι αἱ διαπραγματεύσεις ἐξακολουθοῦν κανονικῶς.: [805, 430, 1081, 491]
- paragraph: Ἡ τελικὴ ἔκθεσις τῆς ἐπιτροπῆς θὰ ὑποβληθῇ εἰς τὴν Κυβέρνησιν ἐντὸς τῆς ἑβδομάδος.: [805, 1130, 1078, 1175]
- article-subheadline: ΤΑ ΠΕΡΙ ΚΛΕΙΣΙΜΑΤΟΣ ΤΟΥ ΧΡΗΜΑΤΙΣΤΗΡΙΟΥ: [316, 1439, 475, 1466]
- article-pair-navy-exchange: [42, 1065, 510, 1711]
- lower-mid-section: [522, 964, 1364, 1532]
- article-headline: ΣΥΛΛΗΨΙΣ ΣΠΕΙΡΑΣ ΑΡΧΑΙΟΚΑΠΗΛΩΝ: [739, 573, 1147, 599]
- paragraph-text: Τηλεγραφοῦν ἐκ Βαρσοβίας ὅτι κατὰ τὰς ἐπισήμους στατιστικὰς ἐφονεύθησαν 205 ἄτομα καὶ ἐτραυματίσθησαν 966.: [1376, 547, 1560, 623]
- paragraph: Ὁ κ. ὑπουργὸς τῶν Ἐξωτερικῶν ἐπεσκέφθη χθὲς τὸν Πρόεδρον τῆς Κυβερνήσεως.: [281, 1628, 510, 1673]
- paragraph: Ὁ Φύχερ κατέθεσεν ἐπὶ ἄλλου, ὅτι ὁ σύζυγος τῆς οἰκοκυρᾶς ἔλεγεν ὅτι τὰ ἀγάλματα ἔκλεπτεν ἐκ τῶν μουσείων.: [1088, 859, 1364, 904]
- article-headline: Η ΕΚΤΙΜΗΣΙΣ ΤΩΝ ΕΛΛΗΝΙΚΩΝ ΕΝ ΤΟΥΡΚΙΑ ΠΕΡΙΟΥΣΙΩΝ: [707, 134, 1179, 154]
- paragraph: Χθὲς τὸ ἀπόγευμα ὁ ἐν τῷ μελλοντι τῆς ἑλληνικῆς ἀντιπροσωπείας κ. Παππᾶς μετέβη εἰς τὴν Ἐθνικὴν Τράπεζαν καὶ συνεννοήθη μετὰ τοῦ διοικητοῦ αὐτῆς.: [522, 466, 798, 527]
- paragraph: [1376, 904, 1560, 980]
- paragraph: Ὁ κ. Βούρος προέβη εἰς ἀνακοινώσεις περὶ τῆς συνομολογήσεως ἐμπορικῆς συμβάσεως μετὰ τῆς Ἰταλίας.: [1086, 1061, 1364, 1106]
- paragraph: Μετὰ τὴν γενομένην δοξολογίαν ἐν τῷ ναῷ, ὁ κ. Πάγκαλος ὡμίλησεν ἀπὸ τοῦ ἐξώστου τοῦ Δημαρχείου, ἐκφράσας τὴν εὐγνωμοσύνην του.: [42, 640, 271, 701]
- article-german-cabinet: [1376, 1058, 1560, 1267]
- byline: ΙΔΙΑΙΤ. ΤΗΛ. «ΣΚΡΙΠ»: [1395, 679, 1541, 693]
- article-headline: ΟΙ ΥΠΟΛΟΓΟΙ ΤΗΣ ΜΙΚΡΑΣΙΑΤΙΚΗΣ ΚΑΤΑΣΤΡΟΦΗΣ: [593, 964, 1007, 983]
- divider: [522, 954, 1364, 958]
- paragraph: αἰτήσεων πρὸς κατάληψιν ἐδρῶν ἐκ μέρους τῆς Βραζιλίας, Κίνας, Ἱσπανίας καὶ Πολωνίας, ἡ ἐπιτροπὴ ἀπεφάνθη ἤδη ὁμοθύμως ὑπὲρ τῆς παραχωρήσεως τριῶν μὴ μονίμων ἐδρῶν εἰς τὰ καταστρεφόμενα Κράτη καὶ ἀναλόγων ἀντιπροσωπειῶν εἰς τὴ Ἀσίαν.: [281, 187, 510, 308]
- paragraph: Σχετικῶς ὑπάρχουν νὰ γίνῃ σήμερον τὸ πρωῒ εἰδικὴ σύσκεψις εἰς τὸ ὑπουργεῖον τῶν Οἰκονομικῶν καθ' ἣν θὰ μετάσχουν οἱ κ.κ. Ταντελίδης, Χατζηκυριάκος καὶ Παππᾶς.: [805, 214, 1081, 275]
- paragraph: Ἡ Ἐπιτροπὴ παρεδέχθη τὴν γνώμην τοῦ εἰσηγητοῦ καὶ ἀπεφάσισε τὴν ἐρήμην δίκην τοῦ Ν. Πλαστήρα.: [805, 1033, 1078, 1078]
- byline: ΙΔ. ΤΗΛ. «ΣΚΡΙΠ»: [1409, 886, 1527, 900]
- article-headline: ΟΙ ΒΕΝΙΖΕΛΙΚΟΙ ΚΑΙ Ο κ. ΠΑΡΑΣΚΕΥΟΠΟΥΛΟΣ: [145, 459, 407, 508]
- paragraph: Ὁ πρεσβευτὴς τῆς Ἰταλίας κ. Μπραμπίλα ἐπεσκέφθη χθὲς τὸ ὑπουργεῖον τῶν Ἐξωτερικῶν καὶ συνειργάσθη μετὰ τοῦ ὑπουργοῦ.: [1086, 997, 1364, 1058]
- article-pangalos: [42, 408, 510, 1051]
- article-subheadline: ΤΩΝ ΑΜΕΡΙΚΑΝΙΚΩΝ ΠΙΣΤΩΣΕΩΝ: [560, 1225, 757, 1240]
- paragraph: Ὁ κ. Βούρος ἐδήλωσεν ὅτι αἱ συνεννοήσεις θὰ συνεχισθοῦν καὶ μετὰ τῶν Ἑλβετικῶν ἀρχῶν.: [1086, 1237, 1364, 1282]
- paragraph: Ὡς ἐκ τούτου προέκυψαν ἑλλείμματα εἰς τὴν διαχείρισιν τριάκοντα χιλιάδων (30,000) δραχμῶν.: [42, 1334, 271, 1395]
- paragraph: βαιοῦτο καὶ χθές, ὅτι ἡ ὑπὸ τοῦ κ. Παρασκευοπούλου ἀνάληψις τῆς προεδρίας τῆς Κυβερνήσεως οὐδόλως θὰ μεταβάλῃ τὴν στάσιν αὐτῶν.: [281, 531, 510, 591]
- article-headline: Ο ΘΑΝΑΤΟΣ ΤΟΥ ΤΕΩΣ ΣΟΥΛΤΑΝΟΥ: [1401, 831, 1535, 858]
- paragraph: Τὸ Ἀρχηγεῖον τῆς Ἀστυνομίας Πόλεων ἀπέστειλεν ἐν τῷ Τύπῳ ἀνακοίνωσιν περὶ καταχρήσεων ἐν τῇ δημοσίᾳ Ναυτικῇ Γαιανθρακαποθήκῃ Πειραιῶς.: [42, 1447, 271, 1522]
- article-headline: Η ΤΙΜΗ ΤΟΥ ΑΡΤΟΥ: [875, 1205, 1008, 1221]
- paragraph: Οἱ ἄλλοτε ἀρχιστράτηγος κ. Παρασκευόπουλος ἀνεχώρησε διὰ Παρισίους.: [42, 934, 271, 979]
